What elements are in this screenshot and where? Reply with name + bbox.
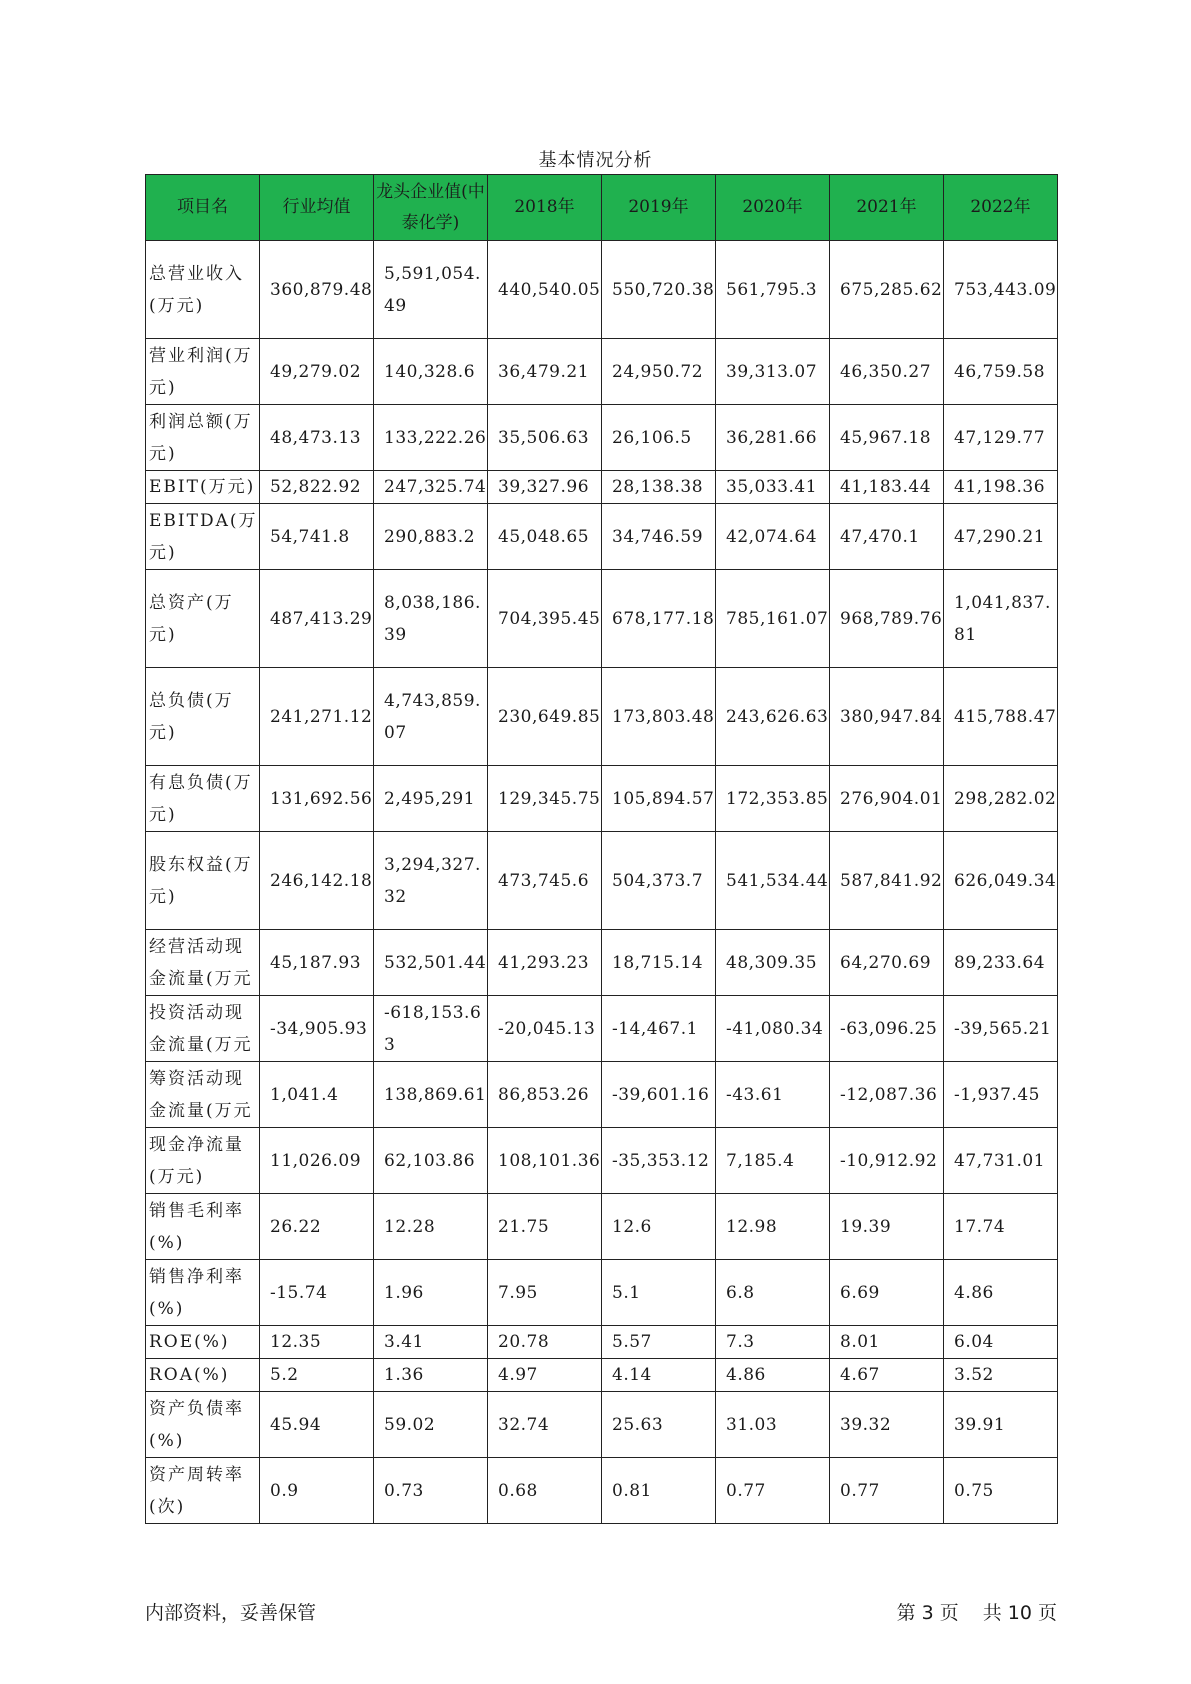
row-label: 资产负债率(%) bbox=[146, 1392, 260, 1458]
table-row bbox=[146, 996, 1058, 1062]
table-cell: 753,443.09 bbox=[944, 241, 1058, 339]
table-cell: 39.32 bbox=[830, 1392, 944, 1458]
table-cell: 41,198.36 bbox=[944, 471, 1058, 504]
table-cell: 8,038,186.39 bbox=[374, 570, 488, 668]
table-cell: 1,041,837.81 bbox=[944, 570, 1058, 668]
table-cell: -618,153.63 bbox=[374, 996, 488, 1062]
table-cell: 7,185.4 bbox=[716, 1128, 830, 1194]
table-cell: 129,345.75 bbox=[488, 766, 602, 832]
table-cell: 561,795.3 bbox=[716, 241, 830, 339]
table-cell: 62,103.86 bbox=[374, 1128, 488, 1194]
table-cell: -20,045.13 bbox=[488, 996, 602, 1062]
header-cell: 2020年 bbox=[716, 175, 830, 241]
table-caption: 基本情况分析 bbox=[538, 150, 653, 171]
table-row bbox=[146, 1062, 1058, 1128]
table-cell: -14,467.1 bbox=[602, 996, 716, 1062]
table-row bbox=[146, 504, 1058, 570]
table-cell: 473,745.6 bbox=[488, 832, 602, 930]
table-cell: 39,313.07 bbox=[716, 339, 830, 405]
table-cell: 7.3 bbox=[716, 1326, 830, 1359]
table-cell: 0.77 bbox=[716, 1458, 830, 1524]
row-label: 总营业收入(万元) bbox=[146, 241, 260, 339]
table-cell: 41,183.44 bbox=[830, 471, 944, 504]
table-cell: 6.8 bbox=[716, 1260, 830, 1326]
table-cell: 0.77 bbox=[830, 1458, 944, 1524]
table-cell: 4.97 bbox=[488, 1359, 602, 1392]
table-cell: 4,743,859.07 bbox=[374, 668, 488, 766]
table-cell: 1,041.4 bbox=[260, 1062, 374, 1128]
header-cell: 2022年 bbox=[944, 175, 1058, 241]
row-label: EBIT(万元) bbox=[146, 471, 260, 504]
table-cell: 4.14 bbox=[602, 1359, 716, 1392]
table-cell: 48,473.13 bbox=[260, 405, 374, 471]
row-label: 营业利润(万元) bbox=[146, 339, 260, 405]
row-label: 销售毛利率(%) bbox=[146, 1194, 260, 1260]
header-cell: 2021年 bbox=[830, 175, 944, 241]
table-cell: 46,350.27 bbox=[830, 339, 944, 405]
table-row bbox=[146, 1194, 1058, 1260]
table-cell: 45,187.93 bbox=[260, 930, 374, 996]
table-cell: 246,142.18 bbox=[260, 832, 374, 930]
table-cell: 290,883.2 bbox=[374, 504, 488, 570]
row-label: 销售净利率(%) bbox=[146, 1260, 260, 1326]
table-row bbox=[146, 832, 1058, 930]
page-number bbox=[891, 1598, 1057, 1625]
table-cell: 276,904.01 bbox=[830, 766, 944, 832]
header-cell: 项目名 bbox=[146, 175, 260, 241]
table-cell: 47,731.01 bbox=[944, 1128, 1058, 1194]
table-cell: 47,129.77 bbox=[944, 405, 1058, 471]
table-cell: 26.22 bbox=[260, 1194, 374, 1260]
table-cell: -39,601.16 bbox=[602, 1062, 716, 1128]
page-label-a: 第 bbox=[896, 1602, 916, 1624]
table-cell: 172,353.85 bbox=[716, 766, 830, 832]
table-cell: 31.03 bbox=[716, 1392, 830, 1458]
page-current: 3 bbox=[921, 1602, 934, 1624]
row-label: 股东权益(万元) bbox=[146, 832, 260, 930]
table-cell: 35,506.63 bbox=[488, 405, 602, 471]
table-cell: 247,325.74 bbox=[374, 471, 488, 504]
table-cell: -12,087.36 bbox=[830, 1062, 944, 1128]
header-cell: 行业均值 bbox=[260, 175, 374, 241]
table-cell: 28,138.38 bbox=[602, 471, 716, 504]
row-label: 经营活动现金流量(万元 bbox=[146, 930, 260, 996]
table-cell: 52,822.92 bbox=[260, 471, 374, 504]
table-cell: 42,074.64 bbox=[716, 504, 830, 570]
table-cell: 20.78 bbox=[488, 1326, 602, 1359]
table-row bbox=[146, 1392, 1058, 1458]
table-cell: 360,879.48 bbox=[260, 241, 374, 339]
table-cell: 7.95 bbox=[488, 1260, 602, 1326]
table-cell: 440,540.05 bbox=[488, 241, 602, 339]
table-cell: -39,565.21 bbox=[944, 996, 1058, 1062]
table-cell: 12.28 bbox=[374, 1194, 488, 1260]
table-cell: 4.67 bbox=[830, 1359, 944, 1392]
table-cell: 11,026.09 bbox=[260, 1128, 374, 1194]
table-cell: 45,048.65 bbox=[488, 504, 602, 570]
table-row bbox=[146, 1326, 1058, 1359]
table-cell: 36,479.21 bbox=[488, 339, 602, 405]
table-cell: 173,803.48 bbox=[602, 668, 716, 766]
table-cell: 298,282.02 bbox=[944, 766, 1058, 832]
total-label-b: 页 bbox=[1037, 1602, 1057, 1624]
page-label-b: 页 bbox=[939, 1602, 959, 1624]
table-cell: -41,080.34 bbox=[716, 996, 830, 1062]
table-cell: 2,495,291 bbox=[374, 766, 488, 832]
table-cell: 243,626.63 bbox=[716, 668, 830, 766]
table-cell: -1,937.45 bbox=[944, 1062, 1058, 1128]
table-cell: 6.69 bbox=[830, 1260, 944, 1326]
table-cell: 25.63 bbox=[602, 1392, 716, 1458]
table-cell: 24,950.72 bbox=[602, 339, 716, 405]
table-cell: 86,853.26 bbox=[488, 1062, 602, 1128]
table-row bbox=[146, 1359, 1058, 1392]
table-cell: -63,096.25 bbox=[830, 996, 944, 1062]
confidential-note: 内部资料，妥善保管 bbox=[145, 1602, 317, 1624]
row-label: 投资活动现金流量(万元 bbox=[146, 996, 260, 1062]
table-cell: -15.74 bbox=[260, 1260, 374, 1326]
table-cell: 35,033.41 bbox=[716, 471, 830, 504]
table-cell: 12.35 bbox=[260, 1326, 374, 1359]
table-row bbox=[146, 1458, 1058, 1524]
row-label: 利润总额(万元) bbox=[146, 405, 260, 471]
table-cell: -34,905.93 bbox=[260, 996, 374, 1062]
total-label-a: 共 bbox=[982, 1602, 1002, 1624]
table-cell: 5.2 bbox=[260, 1359, 374, 1392]
financial-table bbox=[145, 174, 1058, 1524]
table-cell: 626,049.34 bbox=[944, 832, 1058, 930]
row-label: EBITDA(万元) bbox=[146, 504, 260, 570]
table-cell: 108,101.36 bbox=[488, 1128, 602, 1194]
table-cell: 241,271.12 bbox=[260, 668, 374, 766]
table-cell: 3.41 bbox=[374, 1326, 488, 1359]
table-cell: 39.91 bbox=[944, 1392, 1058, 1458]
table-cell: 19.39 bbox=[830, 1194, 944, 1260]
table-cell: -43.61 bbox=[716, 1062, 830, 1128]
table-cell: 26,106.5 bbox=[602, 405, 716, 471]
table-cell: 678,177.18 bbox=[602, 570, 716, 668]
table-cell: 140,328.6 bbox=[374, 339, 488, 405]
page-total: 10 bbox=[1007, 1602, 1032, 1624]
table-cell: 5,591,054.49 bbox=[374, 241, 488, 339]
table-cell: 47,470.1 bbox=[830, 504, 944, 570]
table-cell: 0.81 bbox=[602, 1458, 716, 1524]
table-cell: 17.74 bbox=[944, 1194, 1058, 1260]
table-cell: 46,759.58 bbox=[944, 339, 1058, 405]
table-row bbox=[146, 766, 1058, 832]
table-row bbox=[146, 1128, 1058, 1194]
header-cell: 2018年 bbox=[488, 175, 602, 241]
table-header-row bbox=[146, 175, 1058, 241]
table-cell: 49,279.02 bbox=[260, 339, 374, 405]
table-cell: 105,894.57 bbox=[602, 766, 716, 832]
row-label: ROA(%) bbox=[146, 1359, 260, 1392]
table-cell: 21.75 bbox=[488, 1194, 602, 1260]
table-cell: 230,649.85 bbox=[488, 668, 602, 766]
table-cell: 4.86 bbox=[944, 1260, 1058, 1326]
header-cell: 2019年 bbox=[602, 175, 716, 241]
row-label: ROE(%) bbox=[146, 1326, 260, 1359]
table-cell: 41,293.23 bbox=[488, 930, 602, 996]
table-cell: 487,413.29 bbox=[260, 570, 374, 668]
row-label: 资产周转率(次) bbox=[146, 1458, 260, 1524]
table-row bbox=[146, 930, 1058, 996]
table-cell: 64,270.69 bbox=[830, 930, 944, 996]
table-cell: 6.04 bbox=[944, 1326, 1058, 1359]
table-cell: 34,746.59 bbox=[602, 504, 716, 570]
table-cell: 0.68 bbox=[488, 1458, 602, 1524]
table-cell: 968,789.76 bbox=[830, 570, 944, 668]
table-cell: -35,353.12 bbox=[602, 1128, 716, 1194]
table-cell: 550,720.38 bbox=[602, 241, 716, 339]
table-cell: 12.98 bbox=[716, 1194, 830, 1260]
table-cell: 3,294,327.32 bbox=[374, 832, 488, 930]
table-row bbox=[146, 668, 1058, 766]
table-row bbox=[146, 1260, 1058, 1326]
table-cell: 32.74 bbox=[488, 1392, 602, 1458]
table-row bbox=[146, 570, 1058, 668]
table-row bbox=[146, 339, 1058, 405]
table-cell: 5.1 bbox=[602, 1260, 716, 1326]
table-cell: 3.52 bbox=[944, 1359, 1058, 1392]
table-row bbox=[146, 241, 1058, 339]
table-cell: 54,741.8 bbox=[260, 504, 374, 570]
table-cell: 47,290.21 bbox=[944, 504, 1058, 570]
table-cell: 5.57 bbox=[602, 1326, 716, 1359]
table-cell: 785,161.07 bbox=[716, 570, 830, 668]
table-row bbox=[146, 405, 1058, 471]
table-cell: 675,285.62 bbox=[830, 241, 944, 339]
table-cell: 504,373.7 bbox=[602, 832, 716, 930]
table-cell: 704,395.45 bbox=[488, 570, 602, 668]
table-cell: 138,869.61 bbox=[374, 1062, 488, 1128]
table-cell: 1.96 bbox=[374, 1260, 488, 1326]
table-cell: 39,327.96 bbox=[488, 471, 602, 504]
table-cell: 1.36 bbox=[374, 1359, 488, 1392]
row-label: 筹资活动现金流量(万元 bbox=[146, 1062, 260, 1128]
table-cell: 133,222.26 bbox=[374, 405, 488, 471]
table-cell: 12.6 bbox=[602, 1194, 716, 1260]
table-cell: 59.02 bbox=[374, 1392, 488, 1458]
table-cell: 0.73 bbox=[374, 1458, 488, 1524]
table-cell: 415,788.47 bbox=[944, 668, 1058, 766]
table-cell: 380,947.84 bbox=[830, 668, 944, 766]
table-row bbox=[146, 471, 1058, 504]
row-label: 总资产(万元) bbox=[146, 570, 260, 668]
row-label: 现金净流量(万元) bbox=[146, 1128, 260, 1194]
header-cell: 龙头企业值(中泰化学) bbox=[374, 175, 488, 241]
table-body bbox=[146, 241, 1058, 1524]
table-cell: 89,233.64 bbox=[944, 930, 1058, 996]
table-cell: 4.86 bbox=[716, 1359, 830, 1392]
table-cell: 532,501.44 bbox=[374, 930, 488, 996]
table-cell: 45,967.18 bbox=[830, 405, 944, 471]
table-cell: 36,281.66 bbox=[716, 405, 830, 471]
table-cell: 8.01 bbox=[830, 1326, 944, 1359]
table-cell: 45.94 bbox=[260, 1392, 374, 1458]
table-cell: 0.75 bbox=[944, 1458, 1058, 1524]
table-cell: 0.9 bbox=[260, 1458, 374, 1524]
table-cell: 131,692.56 bbox=[260, 766, 374, 832]
table-cell: 541,534.44 bbox=[716, 832, 830, 930]
row-label: 有息负债(万元) bbox=[146, 766, 260, 832]
table-cell: 48,309.35 bbox=[716, 930, 830, 996]
row-label: 总负债(万元) bbox=[146, 668, 260, 766]
table-cell: 587,841.92 bbox=[830, 832, 944, 930]
table-cell: 18,715.14 bbox=[602, 930, 716, 996]
table-cell: -10,912.92 bbox=[830, 1128, 944, 1194]
